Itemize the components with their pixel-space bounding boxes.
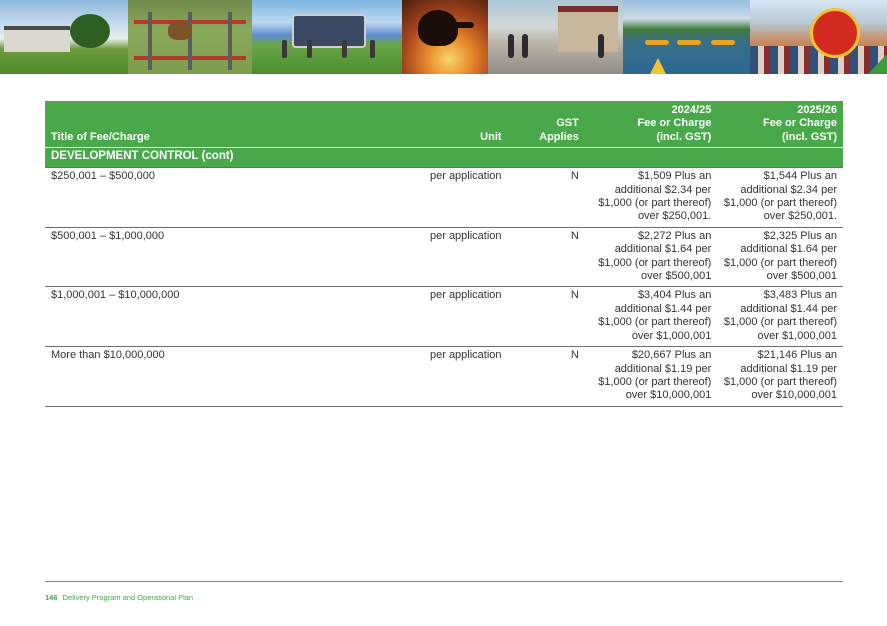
yellow-triangle-accent [650, 58, 666, 74]
header-fee-2024-25: 2024/25 Fee or Charge (incl. GST) [585, 101, 717, 148]
fee-2024-25: $3,404 Plus an additional $1.44 per $1,000 (or part thereof) over $1,000,001 [585, 287, 717, 347]
fee-title: $500,001 – $1,000,000 [45, 227, 372, 287]
header-unit: Unit [372, 101, 507, 148]
header-fee-2025-26: 2025/26 Fee or Charge (incl. GST) [717, 101, 843, 148]
fee-gst: N [508, 287, 585, 347]
photo-community-centre [0, 0, 128, 74]
fee-2025-26: $21,146 Plus an additional $1.19 per $1,000 (or part thereof) over $10,000,001 [717, 347, 843, 407]
fee-unit: per application [372, 227, 507, 287]
fee-2024-25: $1,509 Plus an additional $2.34 per $1,000 (or part thereof) over $250,001. [585, 168, 717, 228]
page-footer [45, 593, 193, 602]
fee-gst: N [508, 168, 585, 228]
fees-table [45, 101, 843, 407]
header-gst: GST Applies [508, 101, 585, 148]
fee-title: $250,001 – $500,000 [45, 168, 372, 228]
fee-unit: per application [372, 287, 507, 347]
photo-lion-dance-festival [750, 0, 887, 74]
fee-unit: per application [372, 168, 507, 228]
table-row [45, 347, 843, 407]
photo-outdoor-yoga [252, 0, 402, 74]
table-row [45, 227, 843, 287]
table-row [45, 287, 843, 347]
fee-gst: N [508, 347, 585, 407]
header-title: Title of Fee/Charge [45, 101, 372, 148]
section-row [45, 148, 843, 168]
fee-2025-26: $3,483 Plus an additional $1.44 per $1,000 (or part thereof) over $1,000,001 [717, 287, 843, 347]
fee-title: More than $10,000,000 [45, 347, 372, 407]
fee-gst: N [508, 227, 585, 287]
fee-2025-26: $1,544 Plus an additional $2.34 per $1,000 (or part thereof) over $250,001. [717, 168, 843, 228]
photo-kayaking-river [623, 0, 750, 74]
fee-title: $1,000,001 – $10,000,000 [45, 287, 372, 347]
footer-divider [45, 581, 843, 582]
table-header-row [45, 101, 843, 148]
fee-2025-26: $2,325 Plus an additional $1.64 per $1,000 (or part thereof) over $500,001 [717, 227, 843, 287]
photo-dog-agility [128, 0, 252, 74]
page-number: 146 [45, 593, 58, 602]
green-corner-accent [868, 54, 887, 74]
table-row [45, 168, 843, 228]
photo-banner [0, 0, 887, 74]
document-title: Delivery Program and Operational Plan [62, 593, 194, 602]
section-heading: DEVELOPMENT CONTROL (cont) [45, 148, 843, 168]
photo-kookaburra-sunset [402, 0, 488, 74]
photo-shopping-street [488, 0, 623, 74]
fee-2024-25: $20,667 Plus an additional $1.19 per $1,000 (or part thereof) over $10,000,001 [585, 347, 717, 407]
fee-unit: per application [372, 347, 507, 407]
fee-2024-25: $2,272 Plus an additional $1.64 per $1,000 (or part thereof) over $500,001 [585, 227, 717, 287]
